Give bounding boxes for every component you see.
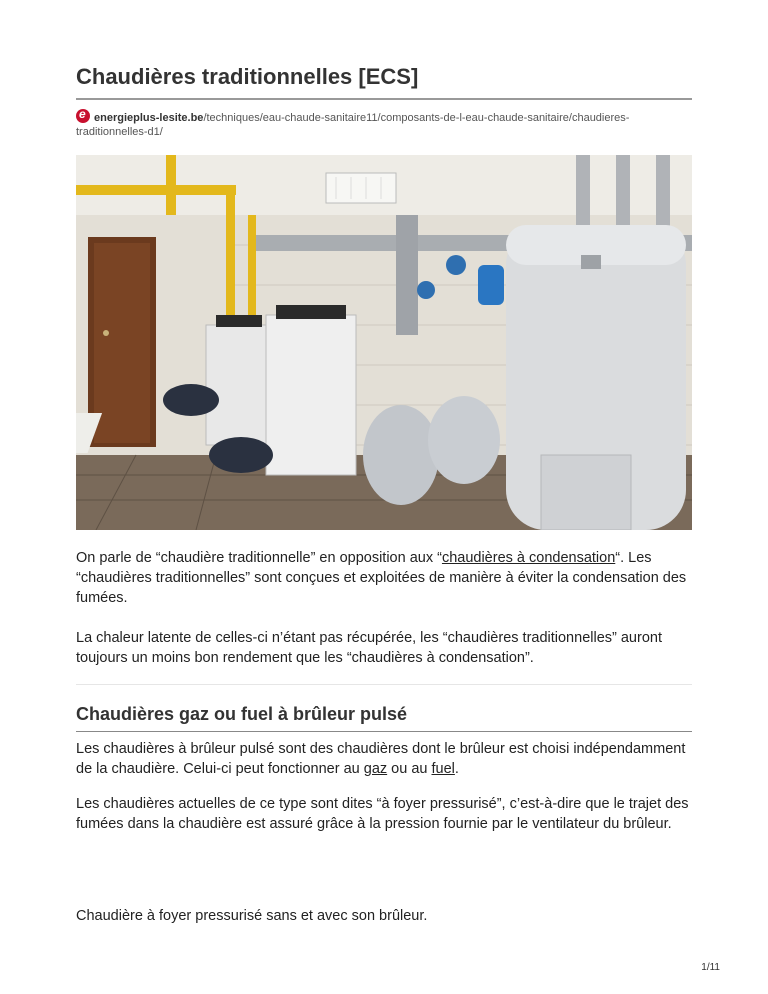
page-title: Chaudières traditionnelles [ECS] [76, 64, 692, 100]
intro-paragraph-2: La chaleur latente de celles-ci n’étant pas récupérée, les “chaudières traditionnelles” auront toujours un moins bon rendement que les “chaudières à condensation”. [76, 630, 662, 666]
section-divider [76, 684, 692, 685]
intro-paragraph-1: On parle de “chaudière traditionnelle” en opposition aux “chaudières à condensation“. Les “chaudières traditionnelles” sont conçues et exploitées de manière à éviter la condensation des fumées. [76, 550, 687, 606]
section-heading: Chaudières gaz ou fuel à brûleur pulsé [76, 704, 692, 732]
section-paragraph-2: Les chaudières actuelles de ce type sont dites “à foyer pressurisé”, c’est-à-dire que le trajet des fumées dans la chaudière est assuré grâce à la pression fournie par le ventilateur du brûleur. [76, 796, 689, 832]
source-path: /techniques/eau-chaude-sanitaire11/composants-de-l-eau-chaude-sanitaire/chaudieres-traditionnelles-d1/ [76, 112, 630, 138]
section-paragraph-1: Les chaudières à brûleur pulsé sont des chaudières dont le brûleur est choisi indépendamment de la chaudière. Celui-ci peut fonctionner au gaz ou au fuel. [76, 741, 686, 777]
source-url[interactable] [76, 109, 692, 139]
figure-caption: Chaudière à foyer pressurisé sans et avec son brûleur. [76, 908, 428, 924]
site-logo-icon [76, 109, 90, 123]
condensation-boilers-link[interactable]: chaudières à condensation [441, 550, 616, 566]
source-domain: energieplus-lesite.be [94, 112, 204, 124]
gas-link[interactable]: gaz [363, 761, 388, 777]
boiler-room-photo [76, 155, 692, 530]
fuel-link[interactable]: fuel [431, 761, 455, 777]
page-number: 1/11 [701, 962, 720, 973]
